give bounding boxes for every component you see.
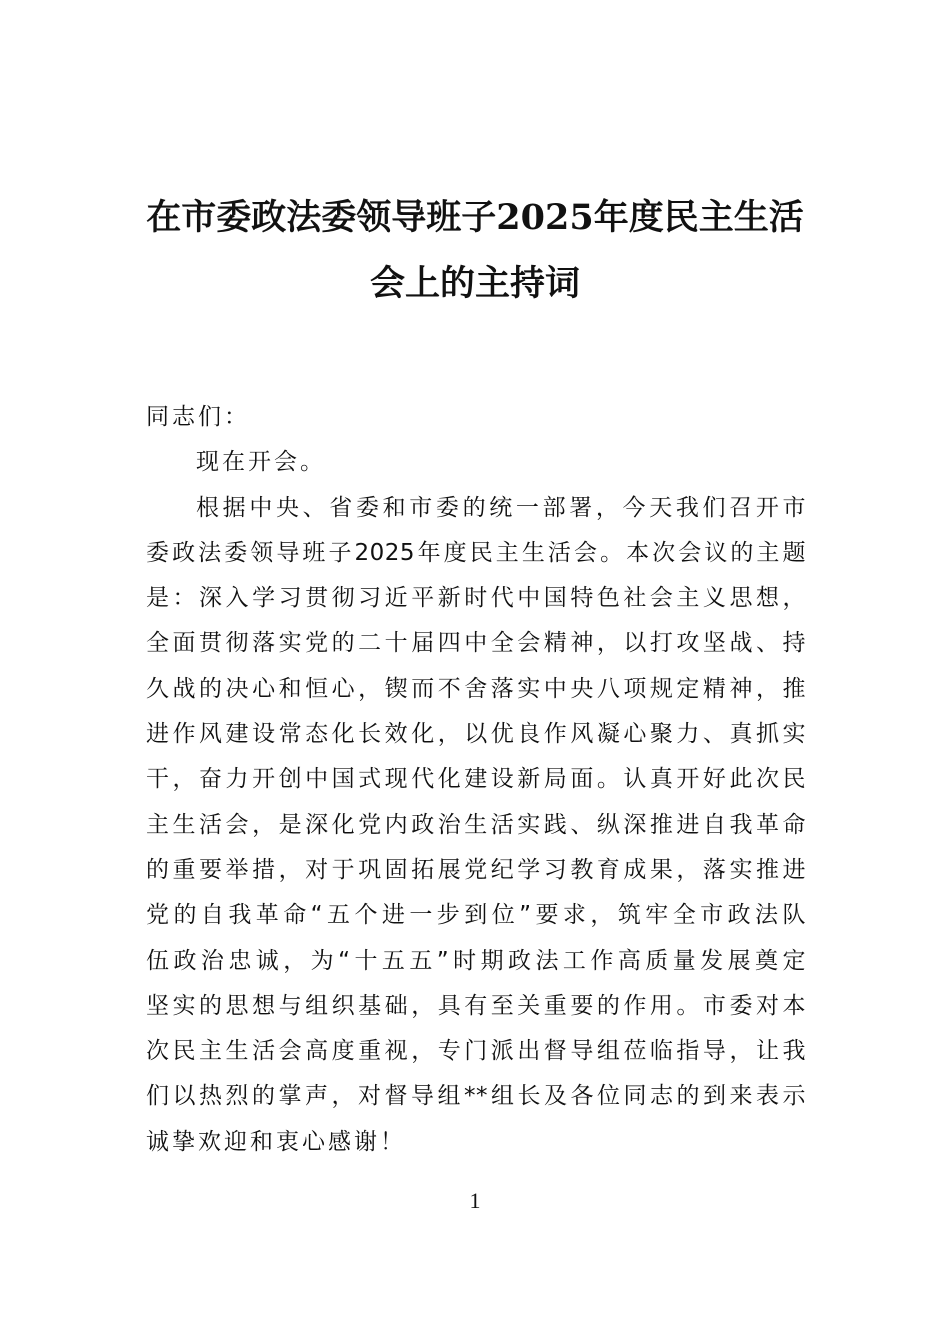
paragraph-line: 伍政治忠诚，为“十五五”时期政法工作高质量发展奠定 (146, 947, 806, 974)
document-body (146, 395, 806, 1165)
paragraph-line: 诚挚欢迎和衷心感谢！ (146, 1128, 406, 1155)
page-number: 1 (469, 1188, 481, 1213)
paragraph-line: 进作风建设常态化长效化，以优良作风凝心聚力、真抓实 (146, 721, 806, 748)
paragraph-line: 全面贯彻落实党的二十届四中全会精神，以打攻坚战、持 (146, 630, 806, 657)
paragraph-line: 坚实的思想与组织基础，具有至关重要的作用。市委对本 (146, 992, 806, 1019)
document-title (146, 185, 804, 317)
paragraph-line: 次民主生活会高度重视，专门派出督导组莅临指导，让我 (146, 1038, 806, 1065)
title-line: 会上的主持词 (369, 263, 580, 304)
paragraph-line: 的重要举措，对于巩固拓展党纪学习教育成果，落实推进 (146, 856, 806, 883)
paragraph-line: 们以热烈的掌声，对督导组**组长及各位同志的到来表示 (146, 1083, 806, 1110)
paragraph-line: 根据中央、省委和市委的统一部署，今天我们召开市 (196, 494, 806, 521)
salutation: 同志们： (146, 404, 250, 430)
paragraph-line: 干，奋力开创中国式现代化建设新局面。认真开好此次民 (146, 766, 806, 793)
paragraph-line: 是：深入学习贯彻习近平新时代中国特色社会主义思想， (146, 585, 806, 612)
opening-line: 现在开会。 (196, 449, 326, 476)
paragraph-line: 主生活会，是深化党内政治生活实践、纵深推进自我革命 (146, 811, 806, 838)
paragraph-line: 党的自我革命“五个进一步到位”要求，筑牢全市政法队 (146, 902, 806, 929)
paragraph-line: 委政法委领导班子2025年度民主生活会。本次会议的主题 (146, 539, 806, 566)
title-line: 在市委政法委领导班子2025年度民主生活 (146, 197, 804, 238)
paragraph-line: 久战的决心和恒心，锲而不舍落实中央八项规定精神，推 (146, 675, 806, 702)
